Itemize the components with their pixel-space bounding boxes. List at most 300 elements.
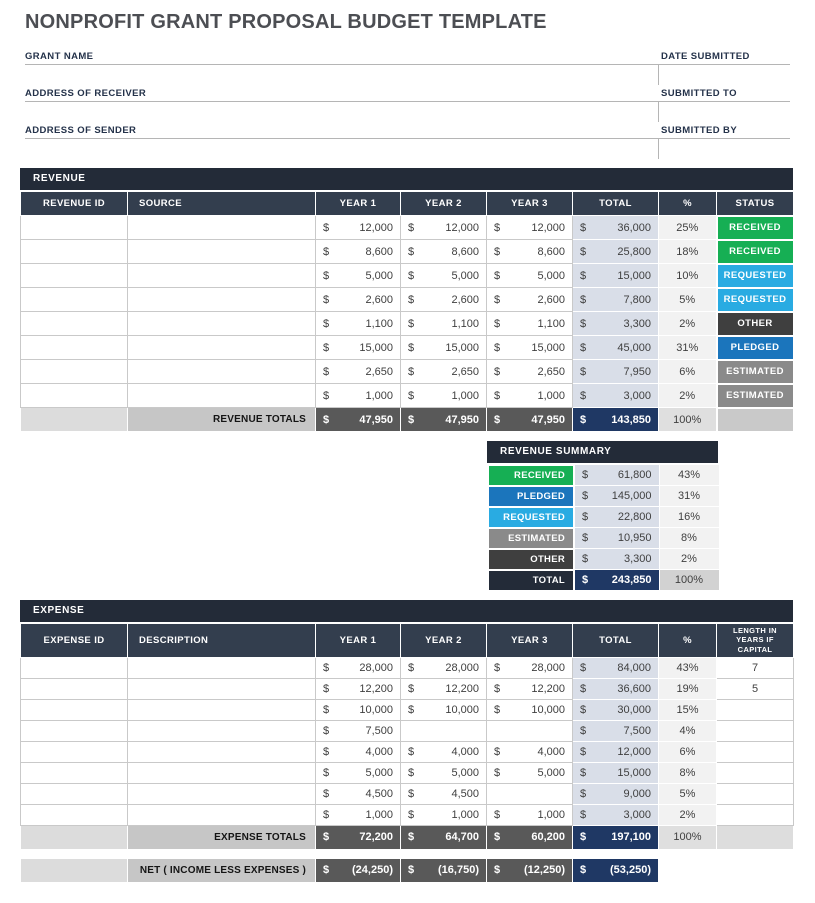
status-badge[interactable]: REQUESTED bbox=[717, 288, 794, 312]
amount-value: 10,000 bbox=[531, 703, 565, 716]
expense-id-cell[interactable] bbox=[21, 762, 128, 783]
money-cell[interactable] bbox=[487, 858, 573, 882]
money-cell[interactable] bbox=[574, 549, 659, 570]
amount-value: (12,250) bbox=[524, 864, 565, 877]
expense-id-cell[interactable] bbox=[21, 720, 128, 741]
money-cell[interactable] bbox=[574, 465, 659, 486]
source-cell[interactable] bbox=[128, 216, 316, 240]
revenue-id-cell[interactable] bbox=[21, 216, 128, 240]
money-cell[interactable] bbox=[573, 384, 659, 408]
amount-value: 28,000 bbox=[359, 661, 393, 674]
currency-symbol: $ bbox=[323, 221, 330, 234]
expense-row bbox=[21, 783, 794, 804]
currency-symbol: $ bbox=[580, 864, 587, 877]
percent-cell[interactable]: 5% bbox=[659, 783, 717, 804]
revenue-table bbox=[20, 191, 795, 433]
revenue-id-cell[interactable] bbox=[21, 288, 128, 312]
submitted-by-label: SUBMITTED BY bbox=[661, 125, 738, 136]
amount-value: 1,000 bbox=[451, 389, 479, 402]
currency-symbol: $ bbox=[580, 293, 587, 306]
currency-symbol: $ bbox=[580, 787, 587, 800]
currency-symbol: $ bbox=[408, 766, 415, 779]
money-cell[interactable] bbox=[573, 804, 659, 825]
currency-symbol: $ bbox=[323, 293, 330, 306]
column-header-year-3: YEAR 3 bbox=[487, 623, 573, 657]
currency-symbol: $ bbox=[494, 661, 501, 674]
source-cell[interactable] bbox=[128, 360, 316, 384]
money-cell[interactable] bbox=[487, 762, 573, 783]
length-in-years-cell[interactable] bbox=[717, 783, 794, 804]
totals-percent-cell: 100% bbox=[659, 408, 717, 432]
money-cell[interactable] bbox=[401, 312, 487, 336]
summary-row bbox=[488, 465, 719, 486]
field-labels bbox=[25, 85, 790, 102]
amount-value: 4,500 bbox=[451, 787, 479, 800]
source-cell[interactable] bbox=[128, 312, 316, 336]
money-cell[interactable] bbox=[401, 360, 487, 384]
summary-total-label: TOTAL bbox=[488, 570, 574, 591]
amount-value: 2,650 bbox=[451, 365, 479, 378]
amount-value: 9,000 bbox=[623, 787, 651, 800]
totals-percent-cell: 100% bbox=[659, 825, 717, 849]
amount-value: 64,700 bbox=[445, 831, 479, 844]
currency-symbol: $ bbox=[408, 864, 415, 877]
currency-symbol: $ bbox=[408, 808, 415, 821]
currency-symbol: $ bbox=[494, 269, 501, 282]
amount-value: 36,000 bbox=[617, 221, 651, 234]
amount-value: 5,000 bbox=[365, 269, 393, 282]
money-cell[interactable] bbox=[316, 288, 401, 312]
percent-cell[interactable]: 6% bbox=[659, 741, 717, 762]
currency-symbol: $ bbox=[323, 682, 330, 695]
money-cell[interactable] bbox=[574, 528, 659, 549]
expense-id-cell[interactable] bbox=[21, 657, 128, 678]
money-cell[interactable] bbox=[487, 720, 573, 741]
money-cell[interactable] bbox=[401, 678, 487, 699]
amount-value: 15,000 bbox=[617, 269, 651, 282]
description-cell[interactable] bbox=[128, 720, 316, 741]
net-row bbox=[21, 858, 659, 882]
length-in-years-cell[interactable] bbox=[717, 720, 794, 741]
money-cell[interactable] bbox=[316, 720, 401, 741]
length-in-years-cell[interactable] bbox=[717, 741, 794, 762]
amount-value: 243,850 bbox=[611, 574, 652, 586]
amount-value: 3,000 bbox=[623, 808, 651, 821]
percent-cell[interactable]: 5% bbox=[659, 288, 717, 312]
description-cell[interactable] bbox=[128, 699, 316, 720]
amount-value: 3,300 bbox=[623, 553, 652, 565]
source-cell[interactable] bbox=[128, 288, 316, 312]
address-of-receiver-input[interactable] bbox=[25, 102, 790, 122]
currency-symbol: $ bbox=[580, 831, 587, 844]
amount-value: 1,000 bbox=[365, 808, 393, 821]
column-header-length-in-years-if-capital: LENGTH IN YEARS IF CAPITAL bbox=[717, 623, 794, 657]
money-cell[interactable] bbox=[573, 288, 659, 312]
status-badge[interactable]: RECEIVED bbox=[717, 240, 794, 264]
percent-cell[interactable]: 31% bbox=[659, 336, 717, 360]
amount-value: 12,200 bbox=[445, 682, 479, 695]
summary-status-label: REQUESTED bbox=[488, 507, 574, 528]
money-cell[interactable] bbox=[316, 804, 401, 825]
summary-row bbox=[488, 507, 719, 528]
money-cell[interactable] bbox=[574, 570, 659, 591]
amount-value: 7,800 bbox=[623, 293, 651, 306]
revenue-summary-table bbox=[487, 464, 720, 592]
amount-value: 12,200 bbox=[359, 682, 393, 695]
currency-symbol: $ bbox=[582, 469, 589, 481]
currency-symbol: $ bbox=[494, 293, 501, 306]
money-cell[interactable] bbox=[487, 288, 573, 312]
amount-value: 5,000 bbox=[537, 766, 565, 779]
money-cell[interactable] bbox=[573, 336, 659, 360]
money-cell[interactable] bbox=[487, 336, 573, 360]
amount-value: 10,000 bbox=[359, 703, 393, 716]
amount-value: 45,000 bbox=[617, 341, 651, 354]
summary-percent-cell: 43% bbox=[659, 465, 719, 486]
revenue-id-cell[interactable] bbox=[21, 336, 128, 360]
amount-value: 1,000 bbox=[537, 808, 565, 821]
expense-row bbox=[21, 762, 794, 783]
money-cell[interactable] bbox=[574, 507, 659, 528]
money-cell[interactable] bbox=[487, 312, 573, 336]
source-cell[interactable] bbox=[128, 336, 316, 360]
column-header-source: SOURCE bbox=[128, 192, 316, 216]
totals-spacer-cell bbox=[21, 825, 128, 849]
currency-symbol: $ bbox=[323, 787, 330, 800]
money-cell[interactable] bbox=[316, 312, 401, 336]
expense-row bbox=[21, 804, 794, 825]
length-in-years-cell[interactable] bbox=[717, 804, 794, 825]
column-header-total: TOTAL bbox=[573, 623, 659, 657]
currency-symbol: $ bbox=[580, 703, 587, 716]
expense-row bbox=[21, 699, 794, 720]
amount-value: 72,200 bbox=[359, 831, 393, 844]
percent-cell[interactable]: 10% bbox=[659, 264, 717, 288]
currency-symbol: $ bbox=[323, 661, 330, 674]
description-cell[interactable] bbox=[128, 804, 316, 825]
revenue-id-cell[interactable] bbox=[21, 240, 128, 264]
money-cell[interactable] bbox=[316, 783, 401, 804]
percent-cell[interactable]: 25% bbox=[659, 216, 717, 240]
expense-id-cell[interactable] bbox=[21, 741, 128, 762]
currency-symbol: $ bbox=[494, 245, 501, 258]
revenue-totals-row bbox=[21, 408, 794, 432]
money-cell[interactable] bbox=[573, 699, 659, 720]
money-cell[interactable] bbox=[401, 408, 487, 432]
revenue-id-cell[interactable] bbox=[21, 264, 128, 288]
expense-row bbox=[21, 678, 794, 699]
money-cell[interactable] bbox=[573, 783, 659, 804]
percent-cell[interactable]: 4% bbox=[659, 720, 717, 741]
amount-value: 15,000 bbox=[617, 766, 651, 779]
money-cell[interactable] bbox=[487, 678, 573, 699]
percent-cell[interactable]: 18% bbox=[659, 240, 717, 264]
money-cell[interactable] bbox=[401, 825, 487, 849]
amount-value: 84,000 bbox=[617, 661, 651, 674]
money-cell[interactable] bbox=[573, 762, 659, 783]
currency-symbol: $ bbox=[494, 864, 501, 877]
source-cell[interactable] bbox=[128, 264, 316, 288]
amount-value: 7,500 bbox=[623, 724, 651, 737]
amount-value: 3,300 bbox=[623, 317, 651, 330]
percent-cell[interactable]: 6% bbox=[659, 360, 717, 384]
amount-value: 36,600 bbox=[617, 682, 651, 695]
percent-cell[interactable]: 2% bbox=[659, 384, 717, 408]
money-cell[interactable] bbox=[487, 216, 573, 240]
amount-value: 8,600 bbox=[537, 245, 565, 258]
money-cell[interactable] bbox=[573, 678, 659, 699]
status-badge[interactable]: REQUESTED bbox=[717, 264, 794, 288]
money-cell[interactable] bbox=[573, 741, 659, 762]
currency-symbol: $ bbox=[580, 269, 587, 282]
amount-value: 7,500 bbox=[365, 724, 393, 737]
percent-cell[interactable]: 2% bbox=[659, 312, 717, 336]
status-badge[interactable]: PLEDGED bbox=[717, 336, 794, 360]
field-row-address-receiver bbox=[25, 85, 790, 122]
money-cell[interactable] bbox=[573, 264, 659, 288]
description-cell[interactable] bbox=[128, 741, 316, 762]
status-badge[interactable]: ESTIMATED bbox=[717, 360, 794, 384]
money-cell[interactable] bbox=[316, 762, 401, 783]
amount-value: 12,200 bbox=[531, 682, 565, 695]
currency-symbol: $ bbox=[323, 365, 330, 378]
currency-symbol: $ bbox=[408, 365, 415, 378]
currency-symbol: $ bbox=[580, 413, 587, 426]
money-cell[interactable] bbox=[401, 720, 487, 741]
money-cell[interactable] bbox=[316, 264, 401, 288]
expense-row bbox=[21, 657, 794, 678]
money-cell[interactable] bbox=[316, 825, 401, 849]
revenue-summary-body bbox=[488, 465, 719, 591]
currency-symbol: $ bbox=[494, 365, 501, 378]
money-cell[interactable] bbox=[401, 336, 487, 360]
currency-symbol: $ bbox=[580, 389, 587, 402]
currency-symbol: $ bbox=[494, 389, 501, 402]
currency-symbol: $ bbox=[580, 808, 587, 821]
column-header-status: STATUS bbox=[717, 192, 794, 216]
money-cell[interactable] bbox=[401, 741, 487, 762]
field-labels bbox=[25, 122, 790, 139]
money-cell[interactable] bbox=[487, 657, 573, 678]
column-header--: % bbox=[659, 192, 717, 216]
totals-spacer-cell bbox=[21, 408, 128, 432]
summary-total-percent: 100% bbox=[659, 570, 719, 591]
amount-value: 47,950 bbox=[445, 413, 479, 426]
money-cell[interactable] bbox=[316, 240, 401, 264]
currency-symbol: $ bbox=[580, 341, 587, 354]
money-cell[interactable] bbox=[487, 804, 573, 825]
amount-value: 1,100 bbox=[365, 317, 393, 330]
amount-value: 47,950 bbox=[531, 413, 565, 426]
amount-value: 145,000 bbox=[611, 490, 652, 502]
money-cell[interactable] bbox=[401, 216, 487, 240]
currency-symbol: $ bbox=[323, 703, 330, 716]
currency-symbol: $ bbox=[408, 787, 415, 800]
length-in-years-cell[interactable]: 5 bbox=[717, 678, 794, 699]
money-cell[interactable] bbox=[401, 804, 487, 825]
grant-name-input[interactable] bbox=[25, 65, 790, 85]
amount-value: 4,000 bbox=[365, 745, 393, 758]
description-cell[interactable] bbox=[128, 678, 316, 699]
summary-percent-cell: 2% bbox=[659, 549, 719, 570]
expense-id-cell[interactable] bbox=[21, 783, 128, 804]
description-cell[interactable] bbox=[128, 657, 316, 678]
money-cell[interactable] bbox=[487, 384, 573, 408]
column-header-year-2: YEAR 2 bbox=[401, 623, 487, 657]
currency-symbol: $ bbox=[408, 341, 415, 354]
money-cell[interactable] bbox=[573, 360, 659, 384]
money-cell[interactable] bbox=[573, 216, 659, 240]
expense-id-cell[interactable] bbox=[21, 678, 128, 699]
money-cell[interactable] bbox=[316, 678, 401, 699]
page-title: NONPROFIT GRANT PROPOSAL BUDGET TEMPLATE bbox=[25, 11, 547, 33]
column-header-description: DESCRIPTION bbox=[128, 623, 316, 657]
revenue-id-cell[interactable] bbox=[21, 360, 128, 384]
currency-symbol: $ bbox=[582, 511, 589, 523]
revenue-id-cell[interactable] bbox=[21, 384, 128, 408]
revenue-row bbox=[21, 360, 794, 384]
expense-table-body bbox=[21, 657, 794, 849]
amount-value: 61,800 bbox=[617, 469, 652, 481]
submitted-to-label: SUBMITTED TO bbox=[661, 88, 737, 99]
currency-symbol: $ bbox=[494, 413, 501, 426]
amount-value: 60,200 bbox=[531, 831, 565, 844]
money-cell[interactable] bbox=[487, 240, 573, 264]
date-submitted-label: DATE SUBMITTED bbox=[661, 51, 750, 62]
status-badge[interactable]: OTHER bbox=[717, 312, 794, 336]
money-cell[interactable] bbox=[316, 384, 401, 408]
amount-value: 5,000 bbox=[451, 766, 479, 779]
currency-symbol: $ bbox=[494, 341, 501, 354]
currency-symbol: $ bbox=[323, 808, 330, 821]
amount-value: (24,250) bbox=[352, 864, 393, 877]
money-cell[interactable] bbox=[401, 384, 487, 408]
expense-id-cell[interactable] bbox=[21, 804, 128, 825]
revenue-table-head bbox=[21, 192, 794, 216]
money-cell[interactable] bbox=[573, 858, 659, 882]
money-cell[interactable] bbox=[487, 264, 573, 288]
amount-value: 22,800 bbox=[617, 511, 652, 523]
amount-value: 10,000 bbox=[445, 703, 479, 716]
money-cell[interactable] bbox=[487, 360, 573, 384]
percent-cell[interactable]: 15% bbox=[659, 699, 717, 720]
money-cell[interactable] bbox=[487, 825, 573, 849]
money-cell[interactable] bbox=[574, 486, 659, 507]
currency-symbol: $ bbox=[323, 831, 330, 844]
address-of-sender-input[interactable] bbox=[25, 139, 790, 159]
amount-value: 12,000 bbox=[617, 745, 651, 758]
money-cell[interactable] bbox=[316, 741, 401, 762]
header-fields bbox=[25, 48, 790, 159]
money-cell[interactable] bbox=[401, 783, 487, 804]
amount-value: 8,600 bbox=[451, 245, 479, 258]
money-cell[interactable] bbox=[573, 312, 659, 336]
currency-symbol: $ bbox=[580, 745, 587, 758]
column-header--: % bbox=[659, 623, 717, 657]
currency-symbol: $ bbox=[408, 269, 415, 282]
revenue-id-cell[interactable] bbox=[21, 312, 128, 336]
expense-table-head bbox=[21, 623, 794, 657]
currency-symbol: $ bbox=[323, 413, 330, 426]
percent-cell[interactable]: 43% bbox=[659, 657, 717, 678]
money-cell[interactable] bbox=[316, 858, 401, 882]
percent-cell[interactable]: 8% bbox=[659, 762, 717, 783]
field-divider bbox=[658, 102, 659, 122]
currency-symbol: $ bbox=[323, 724, 330, 737]
money-cell[interactable] bbox=[487, 741, 573, 762]
currency-symbol: $ bbox=[494, 831, 501, 844]
expense-table bbox=[20, 623, 794, 850]
amount-value: 12,000 bbox=[445, 221, 479, 234]
currency-symbol: $ bbox=[408, 221, 415, 234]
money-cell[interactable] bbox=[401, 288, 487, 312]
amount-value: 197,100 bbox=[611, 831, 651, 844]
money-cell[interactable] bbox=[401, 264, 487, 288]
length-in-years-cell[interactable]: 7 bbox=[717, 657, 794, 678]
money-cell[interactable] bbox=[487, 699, 573, 720]
source-cell[interactable] bbox=[128, 384, 316, 408]
status-badge[interactable]: RECEIVED bbox=[717, 216, 794, 240]
amount-value: 143,850 bbox=[611, 413, 651, 426]
money-cell[interactable] bbox=[401, 240, 487, 264]
expense-id-cell[interactable] bbox=[21, 699, 128, 720]
amount-value: 28,000 bbox=[445, 661, 479, 674]
net-spacer-cell bbox=[21, 858, 128, 882]
amount-value: 28,000 bbox=[531, 661, 565, 674]
description-cell[interactable] bbox=[128, 762, 316, 783]
amount-value: 2,600 bbox=[537, 293, 565, 306]
column-header-revenue-id: REVENUE ID bbox=[21, 192, 128, 216]
source-cell[interactable] bbox=[128, 240, 316, 264]
revenue-summary-header: REVENUE SUMMARY bbox=[487, 441, 718, 463]
money-cell[interactable] bbox=[573, 240, 659, 264]
currency-symbol: $ bbox=[408, 682, 415, 695]
money-cell[interactable] bbox=[401, 657, 487, 678]
money-cell[interactable] bbox=[316, 336, 401, 360]
status-badge[interactable]: ESTIMATED bbox=[717, 384, 794, 408]
money-cell[interactable] bbox=[573, 720, 659, 741]
description-cell[interactable] bbox=[128, 783, 316, 804]
money-cell[interactable] bbox=[487, 783, 573, 804]
amount-value: 25,800 bbox=[617, 245, 651, 258]
money-cell[interactable] bbox=[316, 216, 401, 240]
percent-cell[interactable]: 2% bbox=[659, 804, 717, 825]
field-labels bbox=[25, 48, 790, 65]
money-cell[interactable] bbox=[573, 657, 659, 678]
money-cell[interactable] bbox=[316, 408, 401, 432]
money-cell[interactable] bbox=[316, 360, 401, 384]
money-cell[interactable] bbox=[573, 408, 659, 432]
amount-value: 12,000 bbox=[359, 221, 393, 234]
money-cell[interactable] bbox=[316, 657, 401, 678]
currency-symbol: $ bbox=[580, 245, 587, 258]
money-cell[interactable] bbox=[487, 408, 573, 432]
money-cell[interactable] bbox=[401, 762, 487, 783]
money-cell[interactable] bbox=[401, 858, 487, 882]
percent-cell[interactable]: 19% bbox=[659, 678, 717, 699]
length-in-years-cell[interactable] bbox=[717, 699, 794, 720]
money-cell[interactable] bbox=[316, 699, 401, 720]
revenue-row bbox=[21, 240, 794, 264]
currency-symbol: $ bbox=[580, 682, 587, 695]
amount-value: 8,600 bbox=[365, 245, 393, 258]
currency-symbol: $ bbox=[494, 703, 501, 716]
summary-status-label: OTHER bbox=[488, 549, 574, 570]
money-cell[interactable] bbox=[573, 825, 659, 849]
length-in-years-cell[interactable] bbox=[717, 762, 794, 783]
amount-value: 12,000 bbox=[531, 221, 565, 234]
money-cell[interactable] bbox=[401, 699, 487, 720]
